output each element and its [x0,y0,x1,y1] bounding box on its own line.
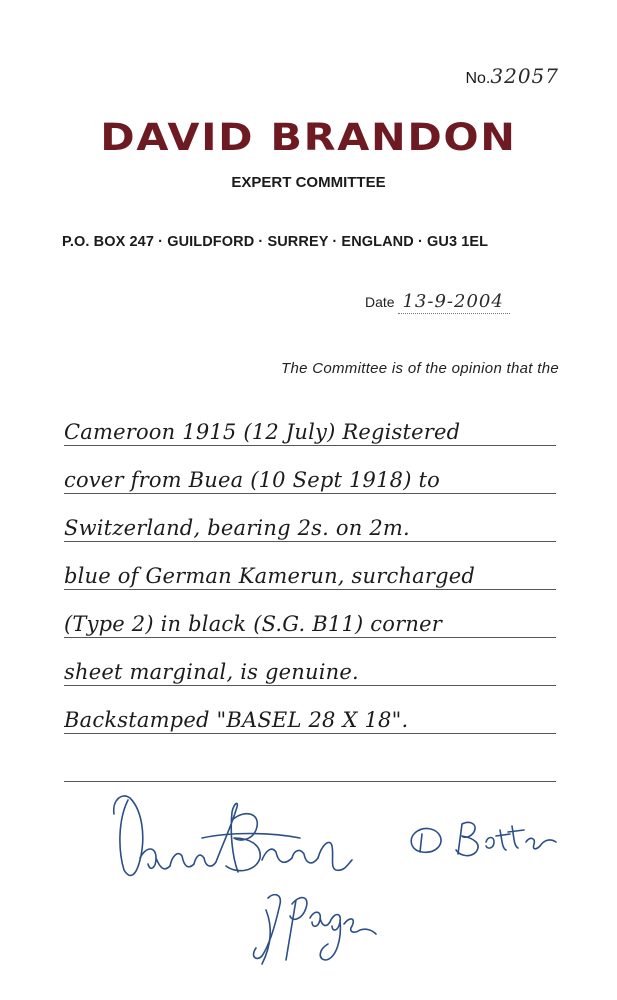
opinion-line-text: sheet marginal, is genuine. [64,660,359,684]
date-row [365,291,510,312]
certificate-number [465,64,559,88]
signatures-graphic [0,780,617,1000]
opinion-line [64,446,556,494]
opinion-line-text: Switzerland, bearing 2s. on 2m. [64,516,410,540]
opinion-line-text: Cameroon 1915 (12 July) Registered [64,420,461,444]
opinion-line-blank [64,734,556,782]
certificate-number-label: No. [465,70,491,87]
date-label: Date [365,294,395,310]
opinion-line [64,638,556,686]
opinion-line-text: cover from Buea (10 Sept 1918) to [64,468,440,492]
opinion-intro: The Committee is of the opinion that the [281,360,559,377]
opinion-line [64,494,556,542]
opinion-lines [64,398,556,782]
opinion-line [64,590,556,638]
brand-title: DAVID BRANDON [100,116,517,159]
signature-j-page [254,895,376,964]
date-value: 13-9-2004 [398,291,509,314]
certificate-number-value: 32057 [490,64,559,88]
postal-address: P.O. BOX 247 · GUILDFORD · SURREY · ENGLAND · GU3 1EL [62,234,489,250]
opinion-line [64,542,556,590]
committee-subtitle: EXPERT COMMITTEE [231,174,386,191]
opinion-line [64,398,556,446]
opinion-line [64,686,556,734]
opinion-line-text: blue of German Kamerun, surcharged [64,564,476,588]
opinion-line-text: Backstamped "BASEL 28 X 18". [64,708,409,732]
signature-david-brandon [114,796,352,875]
opinion-line-text: (Type 2) in black (S.G. B11) corner [64,612,442,636]
signature-d-botta [411,822,556,855]
signatures [0,780,617,1000]
